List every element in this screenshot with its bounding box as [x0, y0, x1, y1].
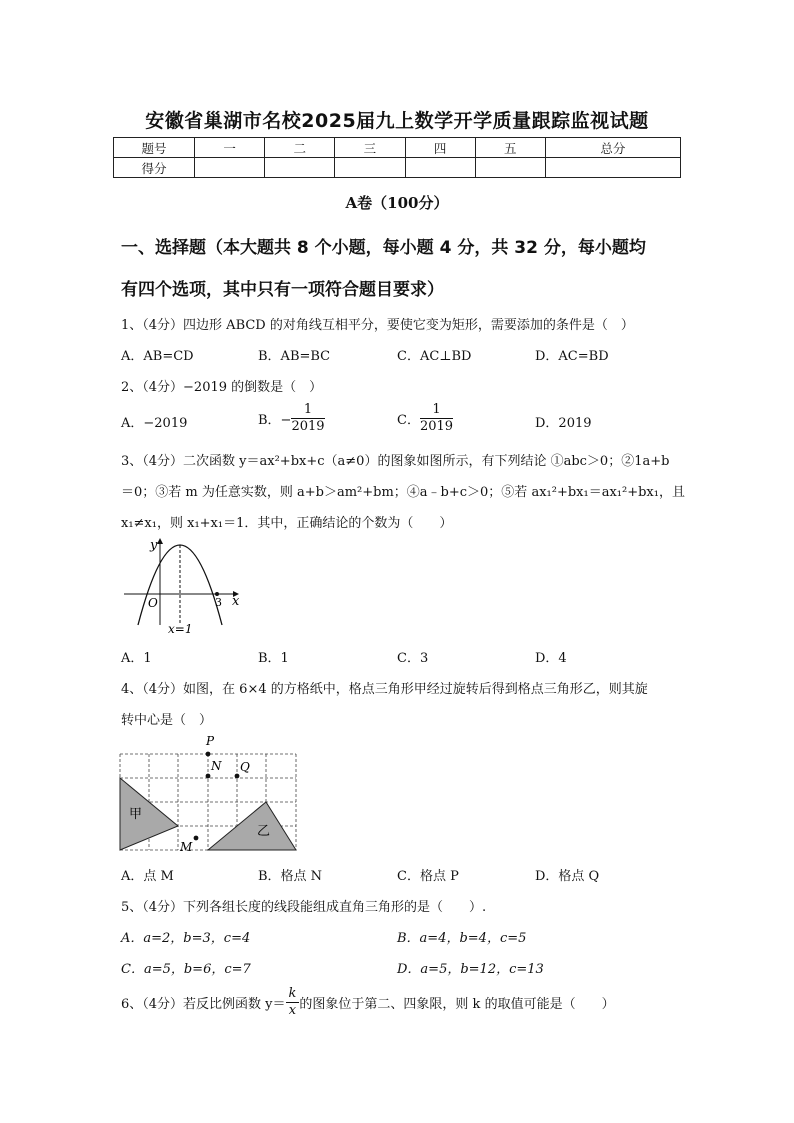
label-q: Q: [240, 760, 250, 774]
score-cell[interactable]: [545, 158, 680, 178]
fraction-numerator: k: [286, 986, 300, 1003]
q5-option-c[interactable]: C．a=5，b=6，c=7: [121, 962, 251, 977]
q3-option-b[interactable]: B．1: [258, 651, 289, 666]
fraction-numerator: 1: [291, 402, 324, 419]
q2-option-b-prefix: B．−: [258, 413, 292, 428]
q2-option-c[interactable]: [397, 402, 453, 435]
part1-heading-line2: 有四个选项，其中只有一项符合题目要求）: [121, 280, 444, 300]
header-cell: 总分: [545, 138, 680, 158]
y-axis-label: y: [150, 538, 158, 553]
q5-text: 5、（4分）下列各组长度的线段能组成直角三角形的是（ ）.: [121, 900, 487, 915]
q1-option-c[interactable]: C．AC⊥BD: [397, 349, 472, 364]
root-label: 3: [215, 596, 222, 609]
q5-option-b[interactable]: B．a=4，b=4，c=5: [397, 931, 527, 946]
symmetry-axis-label: x=1: [168, 622, 193, 636]
q6-fraction: [286, 986, 300, 1019]
point-n: [206, 774, 211, 779]
score-table-header-row: [114, 138, 681, 158]
score-cell[interactable]: [475, 158, 545, 178]
q6-text-suffix: 的图象位于第二、四象限，则 k 的取值可能是（ ）: [299, 997, 615, 1012]
q3-option-d[interactable]: D．4: [535, 651, 567, 666]
q3-text-line1: 3、（4分）二次函数 y＝ax²+bx+c（a≠0）的图象如图所示，有下列结论 ①abc＞0；②1a+b: [121, 454, 670, 469]
q5-option-a[interactable]: A．a=2，b=3，c=4: [121, 931, 251, 946]
q3-parabola-graph: [118, 533, 248, 639]
header-cell: 一: [195, 138, 265, 158]
score-cell[interactable]: [265, 158, 335, 178]
q4-text-line1: 4、（4分）如图，在 6×4 的方格纸中，格点三角形甲经过旋转后得到格点三角形乙，则其旋: [121, 682, 648, 697]
section-a-title: A卷（100分）: [345, 194, 449, 212]
q3-text-line2: ＝0；③若 m 为任意实数，则 a+b＞am²+bm；④a﹣b+c＞0；⑤若 ax₁²+bx₁＝ax₁²+bx₁，且: [121, 485, 685, 500]
q4-option-c[interactable]: C．格点 P: [397, 869, 459, 884]
q2-option-c-prefix: C．: [397, 413, 420, 428]
header-cell: 五: [475, 138, 545, 158]
point-q: [235, 774, 240, 779]
origin-label: O: [148, 596, 158, 610]
label-n: N: [211, 759, 222, 773]
point-m: [194, 836, 199, 841]
header-cell: 四: [405, 138, 475, 158]
q4-grid-figure: [112, 730, 304, 858]
fraction-numerator: 1: [420, 402, 453, 419]
row-label-cell: 得分: [114, 158, 195, 178]
header-cell: 三: [335, 138, 405, 158]
label-p: P: [206, 734, 215, 748]
q1-text: 1、（4分）四边形 ABCD 的对角线互相平分，要使它变为矩形，需要添加的条件是（ ）: [121, 318, 634, 333]
q1-option-d[interactable]: D．AC=BD: [535, 349, 609, 364]
q6-text-prefix: 6、（4分）若反比例函数 y＝: [121, 997, 286, 1012]
fraction-denominator: x: [288, 1003, 297, 1018]
q2-option-a[interactable]: A．−2019: [121, 416, 188, 431]
label-m: M: [180, 840, 193, 854]
q4-option-b[interactable]: B．格点 N: [258, 869, 323, 884]
label-yi: 乙: [257, 824, 271, 839]
x-axis-label: x: [232, 594, 240, 609]
exam-title: 安徽省巢湖市名校2025届九上数学开学质量跟踪监视试题: [145, 110, 649, 132]
q2-option-b-fraction: [291, 402, 324, 435]
score-cell[interactable]: [405, 158, 475, 178]
fraction-denominator: 2019: [291, 419, 325, 434]
q4-text-line2: 转中心是（ ）: [121, 713, 213, 728]
q1-option-b[interactable]: B．AB=BC: [258, 349, 331, 364]
q3-option-c[interactable]: C．3: [397, 651, 429, 666]
q1-option-a[interactable]: A．AB=CD: [121, 349, 194, 364]
part1-heading-line1: 一、选择题（本大题共 8 个小题，每小题 4 分，共 32 分，每小题均: [121, 238, 646, 258]
score-table: [113, 137, 681, 178]
q3-option-a[interactable]: A．1: [121, 651, 152, 666]
q5-option-d[interactable]: D．a=5，b=12，c=13: [397, 962, 544, 977]
q2-option-c-fraction: [420, 402, 453, 435]
point-p: [206, 752, 211, 757]
score-table-score-row: [114, 158, 681, 178]
q4-option-a[interactable]: A．点 M: [121, 869, 174, 884]
q3-text-line3: x₁≠x₁，则 x₁+x₁＝1．其中，正确结论的个数为（ ）: [121, 516, 453, 531]
q2-option-b[interactable]: [258, 402, 325, 435]
q4-option-d[interactable]: D．格点 Q: [535, 869, 600, 884]
q2-text: 2、（4分）−2019 的倒数是（ ）: [121, 380, 323, 395]
q2-option-d[interactable]: D．2019: [535, 416, 592, 431]
header-cell: 二: [265, 138, 335, 158]
score-cell[interactable]: [335, 158, 405, 178]
header-cell: 题号: [114, 138, 195, 158]
score-cell[interactable]: [195, 158, 265, 178]
fraction-denominator: 2019: [419, 419, 454, 434]
q6-text: [121, 986, 615, 1019]
label-jia: 甲: [129, 807, 143, 822]
